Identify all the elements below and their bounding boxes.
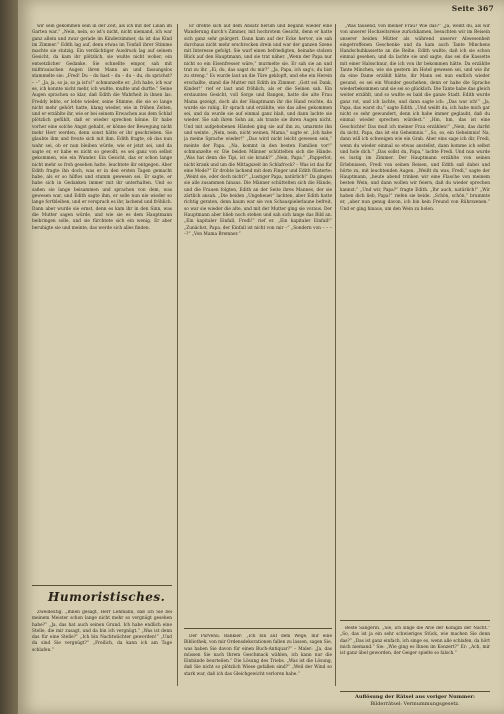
column-divider bbox=[177, 24, 178, 686]
column-right-story bbox=[340, 24, 490, 622]
story-text-right: „Was tausend, von meiner Frau? Wie das?“ „Ja, weißt du, als wir von unserer Hochzeitsreise zurückkamen, besuchten wir im Beisein unserer beiden Mütter als während unserer Abwesenheit eingetroffenen Geschenke und da kam auch Tante Minchens Handschuhkassette an die Reihe. Edith wußte, daß ich sie schon einmal gesehen, und da lachte sie und sagte, das sei die Kassette mit einer Halsschnur, die ich von ihr bekommen hätte. Da erzählte Tante Minchen, wie sie gestern im Hotel gewesen sei, und wie ihr da eine Dame erzählt hätte, ihr Mann sei nun endlich wieder gesund, es sei ein Wunder geschehen, denn er habe die Sprache wiederbekommen und sie sei so glücklich. Die Tante habe das gleich weiter erzählt, und so wußte es bald die ganze Stadt. Edith wurde ganz rot, und ich lachte, und dann sagte ich: „Das war ich!“ „Ja, Papa, das warst du,“ sagte Edith. „Und weißt du, ich habe mich gar nicht so sehr gewundert, denn ich habe immer geglaubt, daß du einmal wieder sprechen würdest.“ „Hm, hm, das ist eine Geschichte! Das muß ich meiner Frau erzählen!“ „Nein, das darfst du nicht, Papa, das ist ein Geheimnis.“ „So, so, ein Geheimnis! Na, dann will ich schweigen wie ein Grab. Aber eins sage ich dir, Fredi, wenn du wieder einmal so etwas anstellst, dann komme ich selbst und hole dich.“ „Das sollst du, Papa,“ lachte Fredi. Und nun wurde es lustig im Zimmer. Der Hauptmann erzählte von seinen Erlebnissen, Fredi von seinen Reisen, und Edith saß dabei und hörte zu, mit leuchtenden Augen. „Weißt du was, Fredi,“ sagte der Hauptmann, „heute abend trinken wir eine Flasche von meinem besten Wein, und dann wollen wir feiern, daß du wieder sprechen kannst.“ „Und wir, Papa?“ fragte Edith. „Ihr auch, natürlich!“ „Wir haben dich lieb, Papa!“ riefen sie beide. „Schön, schön,“ brummte er, „aber nun genug davon, ich bin kein Freund von Rührszenen.“ Und er ging hinaus, um den Wein zu holen. bbox=[340, 24, 490, 212]
puzzle-solution-box bbox=[340, 694, 490, 707]
page-number: Seite 367 bbox=[451, 4, 494, 13]
column-left-story bbox=[32, 24, 172, 578]
column-divider bbox=[335, 24, 336, 686]
jokes-right-text: Beste Sängerin. „Sie, ich singe die Arie der Königin der Nacht.“ „So, das ist ja ein sehr schwieriges Stück, wie machen Sie denn das?“ „Das ist ganz einfach, ich singe es, wenn alle schlafen, da hört mich niemand.“ Sie: „Wie ging es Ihnen im Konzert?“ Er: „Ach, mir ist ganz übel geworden, der Geiger spielte so falsch.“ bbox=[340, 626, 490, 657]
humor-text: Zweideutig. „Ihnen gesagt, Herr Lehmann, daß ich Sie bei meinem Meister schon lange nicht mehr so vergnügt gesehen habe?“ „Ja, das hat auch seinen Grund. Ich habe endlich eine Stelle, die mir zusagt, und da bin ich vergnügt.“ „Was ist denn das für eine Stelle?“ „Ich bin Nachtwächter geworden!“ „Und da sind Sie vergnügt?“ „Freilich, da kann ich am Tage schlafen.“ bbox=[32, 610, 172, 653]
story-text-left: wir sein gekommen sein in der Zeit, als ich mit der Lilian im Garten war.“ „Nein, nein, so ist's nicht, nicht niemand, ich war ganz allein und zwar gerade im Kinderzimmer, da ist das Kind im Zimmer.“ Edith lag auf, denn etwas im Tonfall ihrer Stimme machte sie stutzig. Ein verdächtiger Ausdruck lag auf seinem Gesicht, da kam ihr plötzlich, sie wußte nicht woher, ein entsetzlicher Gedanke. Sie schnellte empor, sah mit mißtrauischen Augen ihren Mann an und fassungslos stammelte sie: „Fred! Du – du hast – du – du – du, du sprichst? – –“ „Ja, ja, so ja, so ja ist's!“ schmunzelte er. „Ich habe, ich war es, ich konnte nicht mehr, ich wußte, mußte und durfte.“ Seine Augen sprachen so klar, daß Edith die Wahrheit in ihnen las. Freddy lebte, er lebte wieder, seine Stimme, die sie so lange nicht mehr gehört hatte, klang wieder, wie in frühen Zeiten, und er erzählte ihr, wie er bei seinem Erwachen aus dem Schlaf plötzlich gefühlt, daß er wieder sprechen könne. Er habe vorher eine solche Angst gehabt, er könne der Bewegung nicht mehr Herr werden, denn sonst hätte er ihr geschrieben. Sie glaubte ihm und freute sich mit ihm. Edith fragte, ob das nun wahr sei, ob er nun bleiben würde, wie er jetzt sei, und da sagte er, er habe es nicht so gewollt, es sei ganz von selbst gekommen, wie ein Wunder. Ein Gesicht, das er schon lange nicht mehr so froh gesehen hatte, leuchtete ihr entgegen. Aber Edith fragte ihn doch, was er in den ersten Tagen gemacht habe, als er so hilflos und stumm gewesen sei. Er sagte, er habe sich in Gedanken immer mit ihr unterhalten. Und so saßen sie lange beisammen und sprachen von dem, was gewesen war, und Edith sagte ihm, er solle nun nie wieder so lange fortbleiben, und er versprach es ihr, lachend und fröhlich. Dann aber wurde sie ernst, denn es kam ihr in den Sinn, was die Mutter sagen würde, und wie sie es dem Hauptmann beibringen solle, und sie fürchtete sich ein wenig. Er aber beruhigte sie und meinte, das werde sich alles finden. bbox=[32, 24, 172, 231]
section-rule bbox=[340, 691, 490, 692]
section-rule bbox=[340, 620, 490, 621]
story-text-middle: Er drehte sich auf dem Absatz herum und begann wieder eine Wanderung durch's Zimmer, mit hochrotem Gesicht, denn er hatte sich ganz sehr geärgert. Dann kam auf der Ecke hervor, sie sah durchaus nicht mehr erschrocken drein und war der ganzen Szene mit Interesse gefolgt. Sie warf einen befriedigten, beinahe stolzen Blick auf den Hauptmann, und sie trat näher. „Wenn der Papa nur nicht so ein Eisenfresser wäre,“ murmelte sie. Er sah sie an und trat zu ihr. „Ei, du, das sagst du mir?“ „Ja, Papa, ich sag's, du bist zu streng.“ Es wurde laut an die Türe geklopft, und ehe ein Herein erschallte, stand die Mutter mit Edith im Zimmer. „Gott sei Dank, Kinder!“ rief er laut und fröhlich, als er die Seinen sah. Ein erstauntes Gesicht, voll Sorge und Bangen, hatte die alte Frau Mama gezeigt, doch als der Hauptmann ihr die Hand reichte, da wurde sie ruhig. Er sprach und erzählte, wie das alles gekommen sei, und da wurde sie auf einmal ganz blaß, und dann lachte sie wieder. Sie sah ihren Sohn an, als traute sie ihren Augen nicht. Und mit aufgehobenen Händen ging sie auf ihn zu, umarmte ihn und weinte. „Nein, nein, nicht weinen, Mama,“ sagte er. „Ich habe ja meine Sprache wieder!“ „Das wird nicht leicht gewesen sein,“ meinte der Papa. „Na, kommt in den besten Familien vor!“ schmunzelte er. Die beiden Männer schüttelten sich die Hände. „Was hat denn die Tipi, ist sie krank?“ „Nein, Papa.“ „Papperlot, nicht krank und um die Mittagszeit im Schlafrock? – Was ist das für eine Mode?“ Er drohte lachend mit dem Finger und Edith flüsterte: „Weint sie, oder doch nicht?“ „Lustiger Papa, natürlich!“ Da gingen sie alle zusammen hinaus. Die Männer schüttelten sich die Hände, und die Frauen folgten, Edith an der Seite ihres Mannes, der sie zärtlich ansah. „Die beiden „Ungeheuer“ lachten, aber Edith hatte richtig geraten, denn kaum war sie von Schauspielerlaune befreit, so war sie wieder die alte, und mit der Mutter ging sie voraus. Der Hauptmann aber blieb noch stehen und sah sich lange das Bild an. „Ein kapitaler Einfall, Fredi!“ rief er. „Ein kapitaler Einfall!“ „Zunächst, Papa, der Einfall ist nicht von mir –“ „Sondern von – – – –?“ „Von Mama Bremner.“ bbox=[184, 24, 332, 237]
book-spine-edge bbox=[0, 0, 18, 714]
section-rule bbox=[184, 628, 332, 629]
jokes-right bbox=[340, 626, 490, 690]
column-middle-story bbox=[184, 24, 332, 684]
puzzle-solution-answer: Bilderrätsel: Vermummungsgesetz. bbox=[370, 700, 460, 707]
humor-section bbox=[32, 610, 172, 702]
jokes-middle bbox=[184, 634, 332, 692]
newspaper-page bbox=[18, 0, 504, 714]
puzzle-solution-title: Auflösung der Rätsel aus voriger Nummer: bbox=[354, 694, 476, 700]
jokes-middle-text: Der Parvenü. Bankier: „Ich bin auf dem Wege, mir eine Bibliothek, von mir Ordensdekorationen fallen zu lassen, sagen Sie, was haben Sie davon für einen Buch-Antiquar?“ – Maler: „Ja, das müssen Sie nach Ihrem Geschmack wählen, ich kann nur die Einbände beurteilen.“ Die Lösung des Triebs. „Was ist die Lösung, daß Sie nicht so plötzlich Wiese gefallen sind?“ „Weil der Wind so stark war, daß ich das Gleichgewicht verloren habe.“ bbox=[184, 634, 332, 677]
humor-heading: Humoristisches. bbox=[48, 590, 166, 604]
section-rule bbox=[32, 585, 172, 586]
